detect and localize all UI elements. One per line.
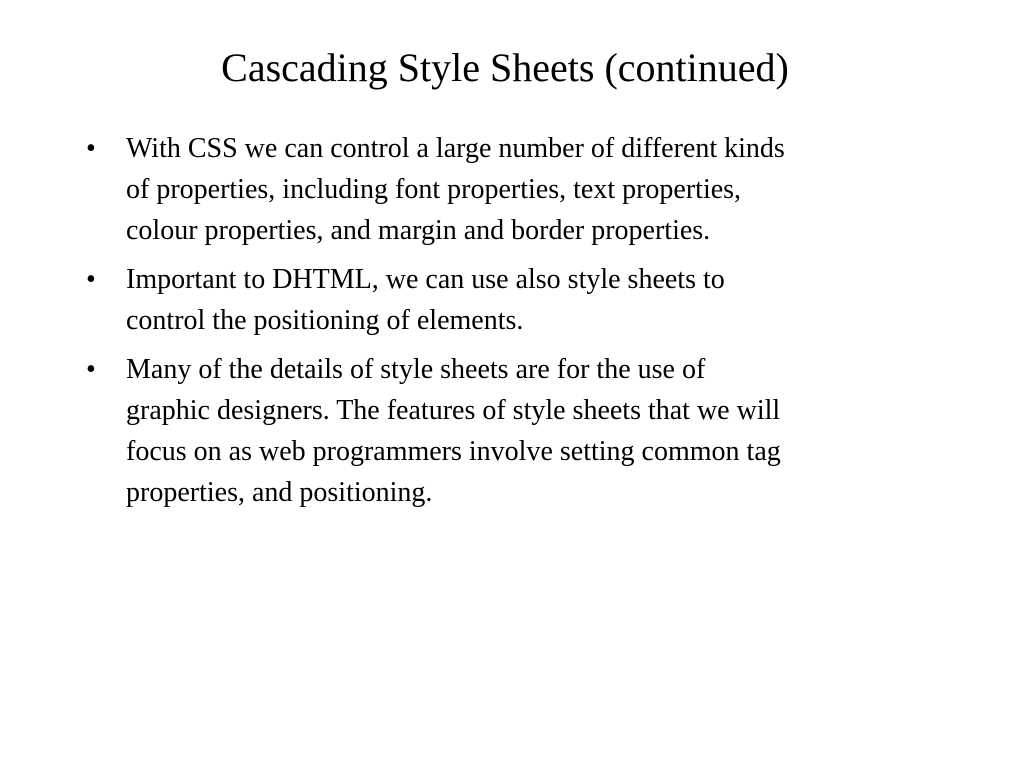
bullet-text: Many of the details of style sheets are for the use of graphic designers. The features of style sheets that we will focus on as web programmers involve setting common tag properties, and positioning. [126,354,781,508]
bullet-list [86,128,956,521]
slide-title: Cascading Style Sheets (continued) [221,45,789,90]
bullet-icon: • [86,133,96,164]
bullet-item-1 [86,128,956,251]
bullet-text: With CSS we can control a large number of different kinds of properties, including font properties, text properties, colour properties, and margin and border properties. [126,133,785,246]
bullet-icon: • [86,264,96,295]
bullet-icon: • [86,354,96,385]
bullet-item-3 [86,349,956,513]
bullet-text: Important to DHTML, we can use also style sheets to control the positioning of elements. [126,264,725,336]
bullet-item-2 [86,259,956,341]
